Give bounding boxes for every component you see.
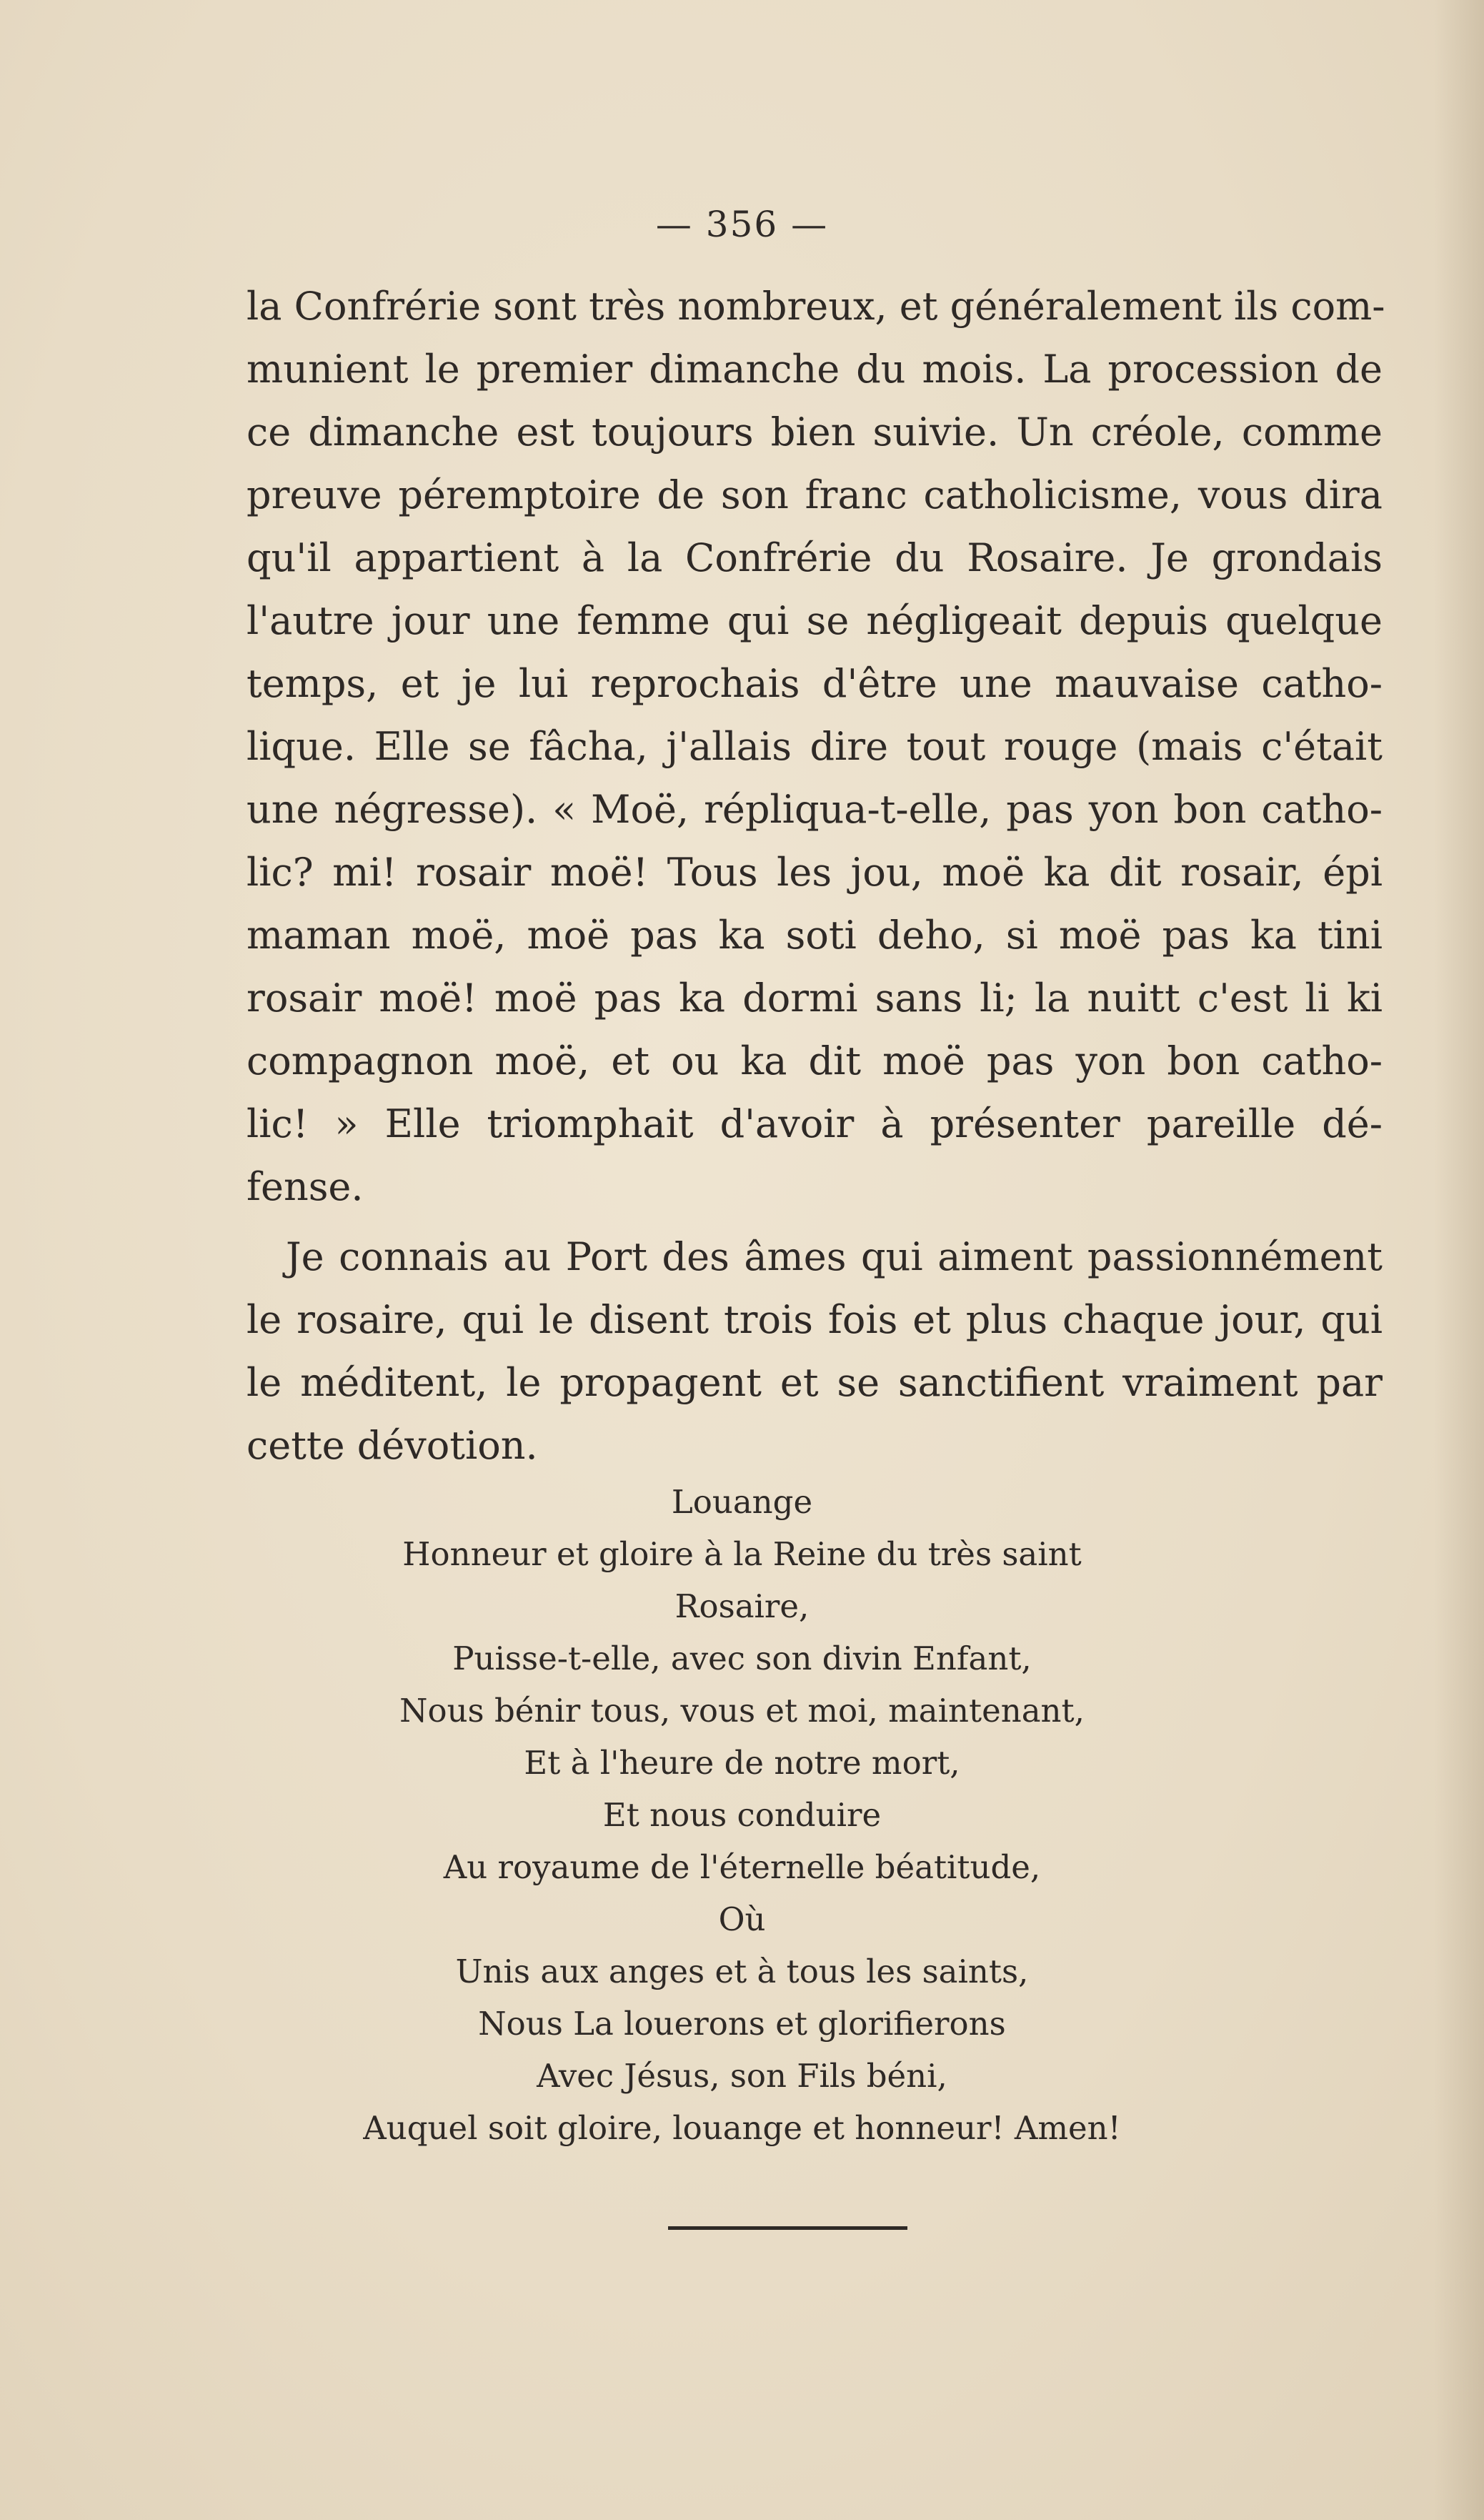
poem-line: Au royaume de l'éternelle béatitude, bbox=[443, 1848, 1041, 1886]
text-line: temps, et je lui reprochais d'être une mauvaise catho- bbox=[246, 661, 1383, 706]
body-text bbox=[246, 275, 1383, 1477]
text-line: compagnon moë, et ou ka dit moë pas yon bon catho- bbox=[246, 1038, 1383, 1083]
text-line: ce dimanche est toujours bien suivie. Un créole, comme bbox=[246, 410, 1383, 455]
paragraph bbox=[246, 1226, 1383, 1477]
text-line: lic? mi! rosair moë! Tous les jou, moë ka dit rosair, épi bbox=[246, 850, 1383, 895]
text-line: preuve péremptoire de son franc catholicisme, vous dira bbox=[246, 472, 1383, 517]
poem-line: Honneur et gloire à la Reine du très saint bbox=[402, 1535, 1082, 1573]
text-line: qu'il appartient à la Confrérie du Rosaire. Je grondais bbox=[246, 535, 1383, 580]
poem-line: Nous bénir tous, vous et moi, maintenant, bbox=[399, 1692, 1085, 1730]
text-line: maman moë, moë pas ka soti deho, si moë pas ka tini bbox=[246, 913, 1383, 958]
text-line: le rosaire, qui le disent trois fois et plus chaque jour, qui bbox=[246, 1297, 1383, 1342]
text-line: munient le premier dimanche du mois. La procession de bbox=[246, 347, 1383, 392]
poem-line: Où bbox=[718, 1900, 766, 1938]
text-line: la Confrérie sont très nombreux, et généralement ils com- bbox=[246, 284, 1385, 329]
text-line: lique. Elle se fâcha, j'allais dire tout rouge (mais c'était bbox=[246, 724, 1383, 769]
poem-title: Louange bbox=[671, 1483, 813, 1521]
poem-line: Auquel soit gloire, louange et honneur! Amen! bbox=[363, 2109, 1121, 2147]
poem-line: Unis aux anges et à tous les saints, bbox=[455, 1953, 1029, 1990]
poem-line: Nous La louerons et glorifierons bbox=[478, 2005, 1006, 2043]
text-line: rosair moë! moë pas ka dormi sans li; la nuitt c'est li ki bbox=[246, 976, 1383, 1021]
text-line: l'autre jour une femme qui se négligeait depuis quelque bbox=[246, 598, 1383, 643]
page-number: — 356 — bbox=[655, 204, 829, 245]
text-line: cette dévotion. bbox=[246, 1423, 538, 1468]
poem-line: Avec Jésus, son Fils béni, bbox=[537, 2057, 947, 2095]
poem-line: Puisse-t-elle, avec son divin Enfant, bbox=[452, 1640, 1032, 1677]
poem-line: Et à l'heure de notre mort, bbox=[524, 1744, 960, 1782]
text-line: le méditent, le propagent et se sanctifient vraiment par bbox=[246, 1360, 1383, 1405]
text-line: lic! » Elle triomphait d'avoir à présenter pareille dé- bbox=[246, 1101, 1383, 1146]
text-line: une négresse). « Moë, répliqua-t-elle, pas yon bon catho- bbox=[246, 787, 1383, 832]
end-rule bbox=[668, 2226, 907, 2230]
prayer-poem bbox=[0, 1476, 1484, 2154]
text-line: Je connais au Port des âmes qui aiment passionnément bbox=[286, 1234, 1383, 1279]
paragraph bbox=[246, 275, 1383, 1219]
poem-line: Rosaire, bbox=[674, 1587, 810, 1625]
poem-line: Et nous conduire bbox=[602, 1796, 882, 1834]
text-line: fense. bbox=[246, 1164, 364, 1209]
